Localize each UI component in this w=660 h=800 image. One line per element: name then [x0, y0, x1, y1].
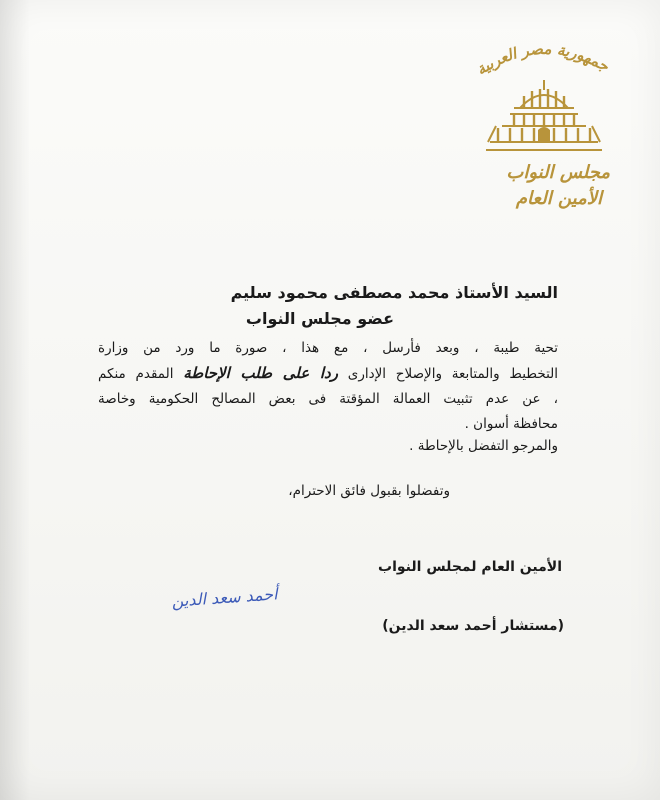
- signatory-name: (مستشار أحمد سعد الدين): [382, 618, 564, 634]
- emblem-country-arc: [462, 36, 622, 82]
- body-line-2: [98, 361, 558, 387]
- request-line: والمرجو التفضل بالإحاطة .: [409, 438, 558, 454]
- closing-line: وتفضلوا بقبول فائق الاحترام،: [288, 483, 450, 499]
- svg-text:جمهورية مصر العربية: [473, 40, 613, 79]
- addressee-line: السيد الأستاذ محمد مصطفى محمود سليم: [230, 283, 558, 302]
- body-line-2-start: التخطيط والمتابعة والإصلاح الإدارى: [347, 366, 559, 382]
- body-line-1: تحية طيبة ، وبعد فأرسل ، مع هذا ، صورة ما ورد من وزارة: [98, 340, 558, 356]
- addressee-title: عضو مجلس النواب: [245, 309, 394, 328]
- emblem-institution: مجلس النواب: [506, 162, 610, 183]
- body-line-3: ، عن عدم تثبيت العمالة المؤقتة فى بعض المصالح الحكومية وخاصة: [98, 391, 558, 407]
- emblem-country-text: جمهورية مصر العربية: [472, 39, 613, 79]
- emblem-office: الأمين العام: [515, 188, 602, 209]
- body-line-2-emphasis: ردا على طلب الإحاطة: [183, 364, 338, 382]
- body-paragraph: [98, 336, 558, 437]
- parliament-emblem: [462, 36, 622, 209]
- body-line-4: محافظة أسوان .: [464, 416, 558, 432]
- dome-icon: [484, 78, 604, 158]
- signatory-role: الأمين العام لمجلس النواب: [378, 559, 562, 575]
- handwritten-signature: أحمد سعد الدين: [170, 584, 279, 611]
- body-line-2-end: المقدم منكم: [98, 366, 174, 382]
